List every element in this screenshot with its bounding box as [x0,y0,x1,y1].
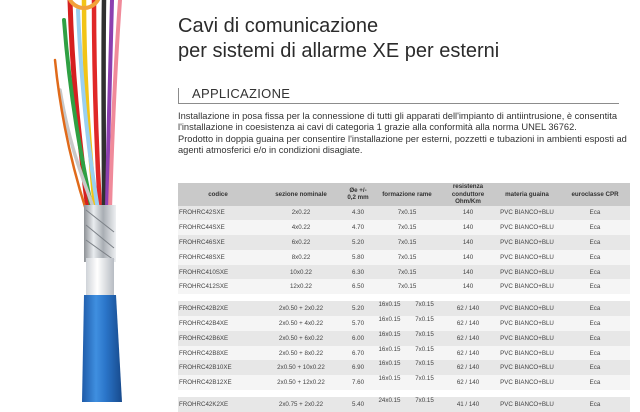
cell-resistenza: 140 [442,206,494,221]
formazione-a: 16x0.15 [378,345,401,353]
cell-euroclasse: Eca [560,206,630,221]
cell-sezione: 2x0.50 + 12x0.22 [258,375,344,390]
cell-codice: FROHRC412SXE [178,279,258,294]
cell-codice: FROHRC42B4XE [178,316,258,331]
cell-sezione: 2x0.50 + 6x0.22 [258,331,344,346]
cell-resistenza: 62 / 140 [442,360,494,375]
formazione-split [372,360,442,375]
table-header-row [178,183,630,206]
table-row [178,316,630,331]
spec-table [178,183,630,412]
cell-euroclasse: Eca [560,279,630,294]
formazione-split [372,301,442,316]
formazione-a: 16x0.15 [378,375,401,383]
table-row [178,250,630,265]
cell-resistenza: 140 [442,250,494,265]
cell-formazione: 7x0.15 [372,206,442,221]
cell-resistenza: 62 / 140 [442,301,494,316]
header-resistenza: resistenza conduttore Ohm/Km [442,183,494,206]
cell-materia: PVC BIANCO+BLU [494,346,560,361]
title-line-2: per sistemi di allarme XE per esterni [178,40,500,62]
cell-codice: FROHRC42SXE [178,206,258,221]
table-row [178,360,630,375]
cell-sezione: 8x0.22 [258,250,344,265]
cell-materia: PVC BIANCO+BLU [494,360,560,375]
formazione-b: 7x0.15 [415,316,434,324]
cell-diametro: 6.70 [344,346,372,361]
cell-resistenza: 140 [442,265,494,280]
spacer-cell [178,294,630,301]
cell-euroclasse: Eca [560,331,630,346]
header-sezione: sezione nominale [258,183,344,206]
cell-diametro: 6.90 [344,360,372,375]
cell-codice: FROHRC410SXE [178,265,258,280]
section-heading-bar [178,88,179,104]
cell-sezione: 2x0.50 + 4x0.22 [258,316,344,331]
cell-diametro: 7.60 [344,375,372,390]
cell-sezione: 12x0.22 [258,279,344,294]
cell-diametro: 4.70 [344,220,372,235]
formazione-b: 7x0.15 [415,301,434,309]
table-group-spacer [178,390,630,397]
cell-formazione: 7x0.15 [372,235,442,250]
cell-codice: FROHRC42B10XE [178,360,258,375]
cell-materia: PVC BIANCO+BLU [494,265,560,280]
formazione-b: 7x0.15 [415,360,434,368]
cell-resistenza: 62 / 140 [442,346,494,361]
cell-materia: PVC BIANCO+BLU [494,206,560,221]
formazione-b: 7x0.15 [415,330,434,338]
cell-materia: PVC BIANCO+BLU [494,220,560,235]
table-row [178,206,630,221]
cell-materia: PVC BIANCO+BLU [494,316,560,331]
cell-codice: FROHRC42K2XE [178,397,258,412]
cell-euroclasse: Eca [560,301,630,316]
cell-formazione [372,397,442,412]
cell-codice: FROHRC46SXE [178,235,258,250]
cell-euroclasse: Eca [560,346,630,361]
table-row [178,220,630,235]
cell-euroclasse: Eca [560,250,630,265]
cell-materia: PVC BIANCO+BLU [494,397,560,412]
table-row [178,301,630,316]
title-line-1: Cavi di comunicazione [178,15,379,37]
cell-diametro: 5.70 [344,316,372,331]
application-description [178,111,630,156]
cell-codice: FROHRC48SXE [178,250,258,265]
cell-materia: PVC BIANCO+BLU [494,301,560,316]
cell-formazione [372,316,442,331]
table-row [178,235,630,250]
cell-materia: PVC BIANCO+BLU [494,331,560,346]
cell-formazione: 7x0.15 [372,220,442,235]
cell-formazione: 7x0.15 [372,250,442,265]
cell-euroclasse: Eca [560,375,630,390]
cell-formazione [372,301,442,316]
cell-diametro: 5.20 [344,235,372,250]
cell-codice: FROHRC42B2XE [178,301,258,316]
cell-sezione: 2x0.75 + 2x0.22 [258,397,344,412]
cell-resistenza: 140 [442,279,494,294]
cell-euroclasse: Eca [560,360,630,375]
cell-diametro: 4.30 [344,206,372,221]
formazione-split [372,331,442,346]
table-row [178,397,630,412]
cell-euroclasse: Eca [560,265,630,280]
cable-illustration [0,0,165,402]
cell-resistenza: 41 / 140 [442,397,494,412]
cell-materia: PVC BIANCO+BLU [494,250,560,265]
header-euroclasse: euroclasse CPR [560,183,630,206]
cell-sezione: 2x0.22 [258,206,344,221]
formazione-split [372,316,442,331]
cell-euroclasse: Eca [560,220,630,235]
cell-resistenza: 62 / 140 [442,375,494,390]
paragraph-2: Prodotto in doppia guaina per consentire l'installazione per esterni, pozzetti e tubazioni in ambienti esposti ad agenti atmosferici e/o in condizioni disagiate. [178,133,627,155]
formazione-b: 7x0.15 [415,345,434,353]
cell-diametro: 6.00 [344,331,372,346]
formazione-a: 16x0.15 [378,360,401,368]
cell-formazione: 7x0.15 [372,279,442,294]
section-heading-label: APPLICAZIONE [192,86,291,101]
cell-euroclasse: Eca [560,235,630,250]
table-row [178,279,630,294]
cell-sezione: 6x0.22 [258,235,344,250]
cell-diametro: 5.80 [344,250,372,265]
cell-codice: FROHRC42B8XE [178,346,258,361]
section-heading [178,84,619,104]
cell-formazione [372,360,442,375]
cell-materia: PVC BIANCO+BLU [494,235,560,250]
formazione-b: 7x0.15 [415,397,434,405]
page-title [178,14,628,64]
cell-euroclasse: Eca [560,397,630,412]
cell-formazione [372,331,442,346]
cell-sezione: 2x0.50 + 10x0.22 [258,360,344,375]
cell-codice: FROHRC42B6XE [178,331,258,346]
cell-sezione: 2x0.50 + 2x0.22 [258,301,344,316]
cell-resistenza: 140 [442,220,494,235]
cell-sezione: 2x0.50 + 8x0.22 [258,346,344,361]
table-group-spacer [178,294,630,301]
cell-formazione [372,346,442,361]
table-row [178,375,630,390]
cell-sezione: 4x0.22 [258,220,344,235]
formazione-a: 24x0.15 [378,397,401,405]
paragraph-1: Installazione in posa fissa per la connessione di tutti gli apparati dell'impianto di antiintrusione, è consentita l'installazione in coesistenza ai cavi di categoria 1 grazie alla conformità alla norma UNEL 36762. [178,111,617,133]
cell-diametro: 6.50 [344,279,372,294]
cell-resistenza: 62 / 140 [442,316,494,331]
cell-euroclasse: Eca [560,316,630,331]
header-diametro: Øe +/- 0,2 mm [344,183,372,206]
header-formazione: formazione rame [372,183,442,206]
cell-resistenza: 62 / 140 [442,331,494,346]
formazione-b: 7x0.15 [415,375,434,383]
cell-diametro: 6.30 [344,265,372,280]
cell-formazione: 7x0.15 [372,265,442,280]
cell-resistenza: 140 [442,235,494,250]
cell-diametro: 5.20 [344,301,372,316]
formazione-split [372,397,442,412]
cell-codice: FROHRC42B12XE [178,375,258,390]
formazione-a: 16x0.15 [378,301,401,309]
formazione-a: 16x0.15 [378,316,401,324]
cell-diametro: 5.40 [344,397,372,412]
cell-sezione: 10x0.22 [258,265,344,280]
table-row [178,331,630,346]
header-materia: materia guaina [494,183,560,206]
formazione-split [372,375,442,390]
cell-materia: PVC BIANCO+BLU [494,375,560,390]
table-row [178,265,630,280]
table-row [178,346,630,361]
cell-materia: PVC BIANCO+BLU [494,279,560,294]
formazione-a: 16x0.15 [378,330,401,338]
header-codice: codice [178,183,258,206]
spacer-cell [178,390,630,397]
cell-formazione [372,375,442,390]
cell-codice: FROHRC44SXE [178,220,258,235]
formazione-split [372,346,442,361]
